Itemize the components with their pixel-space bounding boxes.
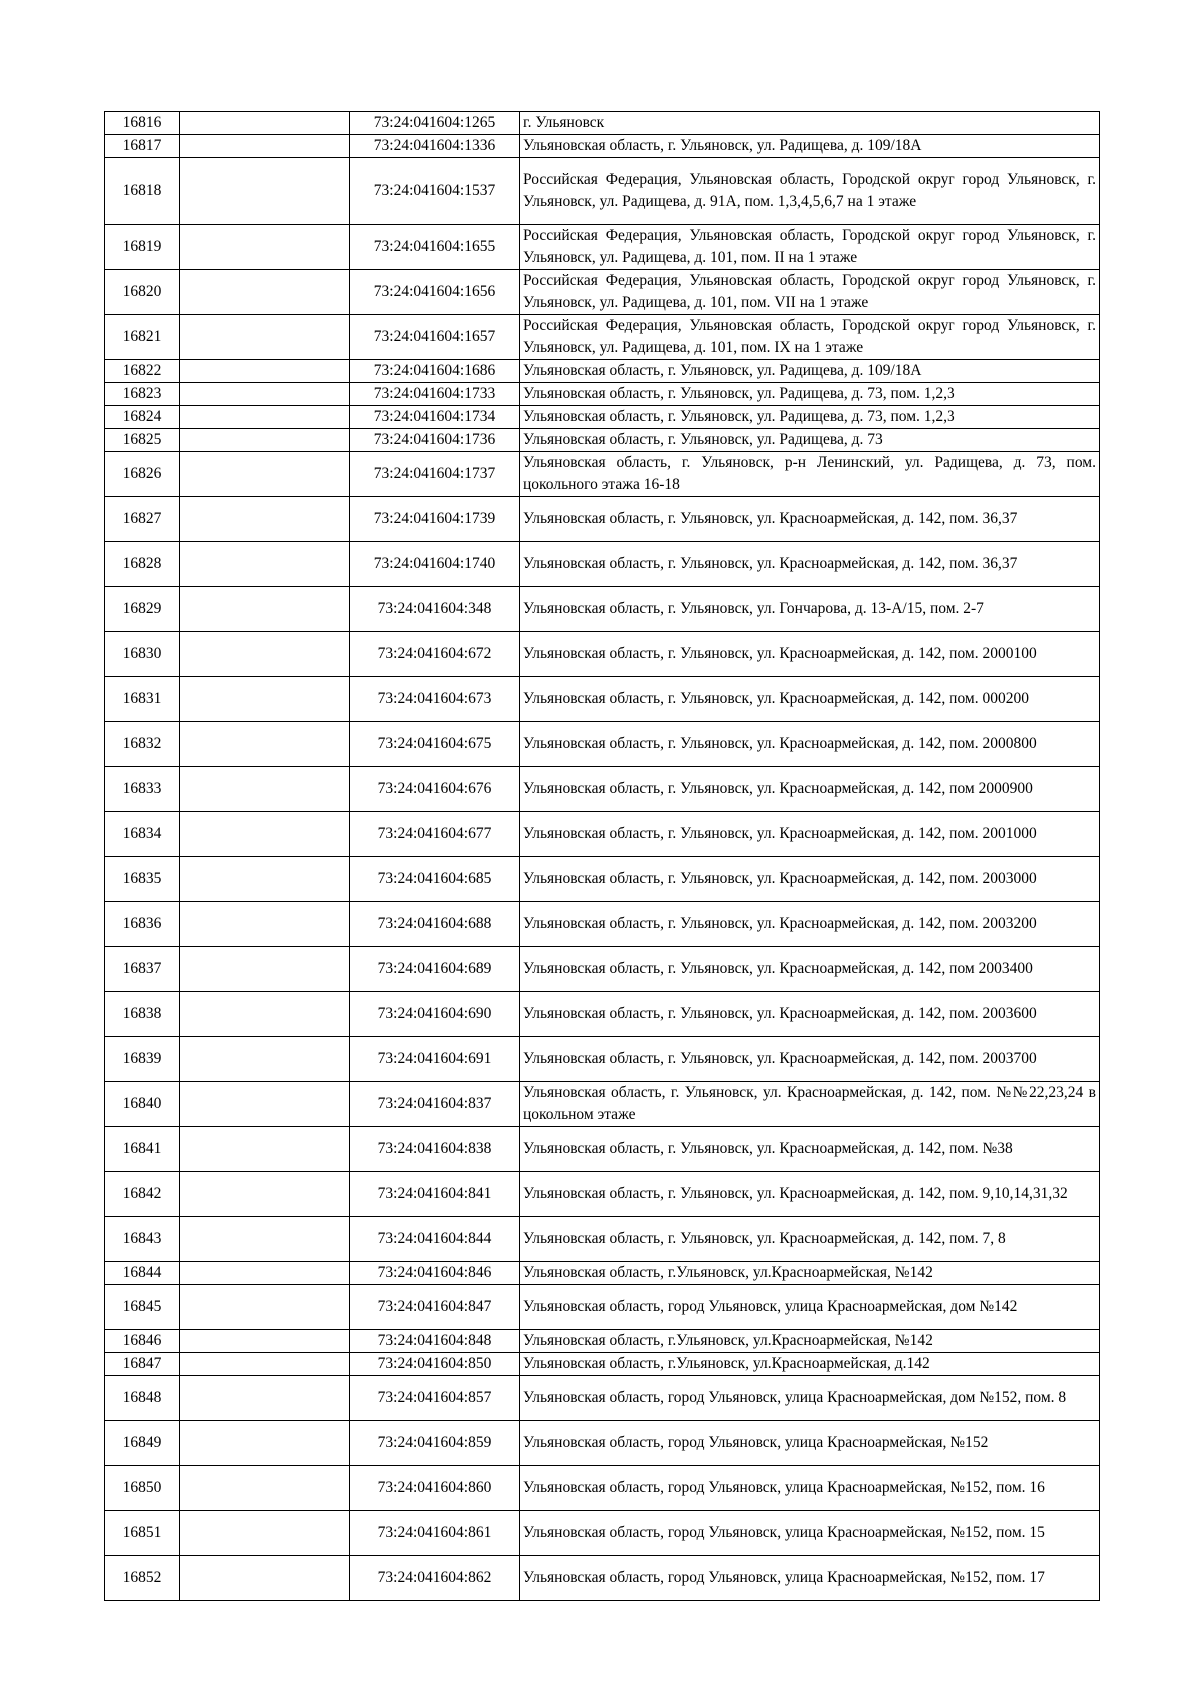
cadastral-number-cell: 73:24:041604:690 [350, 992, 520, 1037]
address-cell: Ульяновская область, город Ульяновск, улица Красноармейская, №152, пом. 17 [520, 1556, 1100, 1601]
table-row [105, 158, 1100, 225]
address-cell: г. Ульяновск [520, 112, 1100, 135]
row-number-cell: 16818 [105, 158, 180, 225]
table-row [105, 1037, 1100, 1082]
address-cell: Ульяновская область, город Ульяновск, улица Красноармейская, дом №152, пом. 8 [520, 1376, 1100, 1421]
empty-cell [180, 947, 350, 992]
row-number-cell: 16832 [105, 722, 180, 767]
address-cell: Ульяновская область, г. Ульяновск, ул. Красноармейская, д. 142, пом. 2001000 [520, 812, 1100, 857]
empty-cell [180, 542, 350, 587]
table-row [105, 1127, 1100, 1172]
cadastral-number-cell: 73:24:041604:1737 [350, 452, 520, 497]
cadastral-number-cell: 73:24:041604:847 [350, 1285, 520, 1330]
empty-cell [180, 383, 350, 406]
address-cell: Ульяновская область, г. Ульяновск, ул. Красноармейская, д. 142, пом. №38 [520, 1127, 1100, 1172]
cadastral-number-cell: 73:24:041604:1740 [350, 542, 520, 587]
empty-cell [180, 1262, 350, 1285]
empty-cell [180, 406, 350, 429]
cadastral-number-cell: 73:24:041604:860 [350, 1466, 520, 1511]
empty-cell [180, 1285, 350, 1330]
cadastral-number-cell: 73:24:041604:673 [350, 677, 520, 722]
table-row [105, 992, 1100, 1037]
address-cell: Ульяновская область, г. Ульяновск, ул. Красноармейская, д. 142, пом. 000200 [520, 677, 1100, 722]
empty-cell [180, 429, 350, 452]
address-cell: Ульяновская область, город Ульяновск, улица Красноармейская, дом №142 [520, 1285, 1100, 1330]
cadastral-number-cell: 73:24:041604:1655 [350, 225, 520, 270]
address-cell: Ульяновская область, г. Ульяновск, ул. Красноармейская, д. 142, пом. 9,10,14,31,32 [520, 1172, 1100, 1217]
row-number-cell: 16826 [105, 452, 180, 497]
table-row [105, 722, 1100, 767]
cadastral-number-cell: 73:24:041604:1739 [350, 497, 520, 542]
row-number-cell: 16827 [105, 497, 180, 542]
row-number-cell: 16819 [105, 225, 180, 270]
table-row [105, 902, 1100, 947]
table-row [105, 1421, 1100, 1466]
empty-cell [180, 1330, 350, 1353]
address-cell: Ульяновская область, г. Ульяновск, ул. Радищева, д. 109/18А [520, 360, 1100, 383]
table-row [105, 947, 1100, 992]
row-number-cell: 16842 [105, 1172, 180, 1217]
cadastral-number-cell: 73:24:041604:1734 [350, 406, 520, 429]
cadastral-number-cell: 73:24:041604:857 [350, 1376, 520, 1421]
address-cell: Ульяновская область, г. Ульяновск, ул. Красноармейская, д. 142, пом. 7, 8 [520, 1217, 1100, 1262]
cadastral-number-cell: 73:24:041604:1537 [350, 158, 520, 225]
table-row [105, 1172, 1100, 1217]
table-row [105, 632, 1100, 677]
address-cell: Ульяновская область, г.Ульяновск, ул.Красноармейская, д.142 [520, 1353, 1100, 1376]
empty-cell [180, 360, 350, 383]
address-cell: Ульяновская область, г. Ульяновск, ул. Радищева, д. 73, пом. 1,2,3 [520, 406, 1100, 429]
cadastral-number-cell: 73:24:041604:1657 [350, 315, 520, 360]
cadastral-number-cell: 73:24:041604:689 [350, 947, 520, 992]
cadastral-number-cell: 73:24:041604:685 [350, 857, 520, 902]
row-number-cell: 16841 [105, 1127, 180, 1172]
address-cell: Ульяновская область, город Ульяновск, улица Красноармейская, №152 [520, 1421, 1100, 1466]
empty-cell [180, 812, 350, 857]
registry-table-body [105, 112, 1100, 1601]
table-row [105, 1466, 1100, 1511]
row-number-cell: 16822 [105, 360, 180, 383]
table-row [105, 406, 1100, 429]
cadastral-number-cell: 73:24:041604:677 [350, 812, 520, 857]
row-number-cell: 16847 [105, 1353, 180, 1376]
empty-cell [180, 857, 350, 902]
table-row [105, 383, 1100, 406]
cadastral-number-cell: 73:24:041604:688 [350, 902, 520, 947]
row-number-cell: 16846 [105, 1330, 180, 1353]
address-cell: Ульяновская область, г. Ульяновск, ул. Красноармейская, д. 142, пом. 2000100 [520, 632, 1100, 677]
row-number-cell: 16839 [105, 1037, 180, 1082]
table-row [105, 1285, 1100, 1330]
empty-cell [180, 112, 350, 135]
table-row [105, 1556, 1100, 1601]
row-number-cell: 16823 [105, 383, 180, 406]
empty-cell [180, 1217, 350, 1262]
row-number-cell: 16820 [105, 270, 180, 315]
address-cell: Ульяновская область, г. Ульяновск, ул. Красноармейская, д. 142, пом. 36,37 [520, 497, 1100, 542]
table-row [105, 1082, 1100, 1127]
registry-table [104, 111, 1100, 1601]
address-cell: Ульяновская область, г. Ульяновск, ул. Красноармейская, д. 142, пом 2003400 [520, 947, 1100, 992]
address-cell: Ульяновская область, г. Ульяновск, ул. Красноармейская, д. 142, пом. №№22,23,24 в цокольном этаже [520, 1082, 1100, 1127]
address-cell: Ульяновская область, г. Ульяновск, ул. Радищева, д. 109/18А [520, 135, 1100, 158]
table-row [105, 497, 1100, 542]
table-row [105, 315, 1100, 360]
row-number-cell: 16840 [105, 1082, 180, 1127]
empty-cell [180, 497, 350, 542]
empty-cell [180, 225, 350, 270]
address-cell: Ульяновская область, г. Ульяновск, ул. Радищева, д. 73, пом. 1,2,3 [520, 383, 1100, 406]
table-row [105, 135, 1100, 158]
row-number-cell: 16843 [105, 1217, 180, 1262]
address-cell: Российская Федерация, Ульяновская область, Городской округ город Ульяновск, г. Ульяновск, ул. Радищева, д. 91А, пом. 1,3,4,5,6,7 на 1 этаже [520, 158, 1100, 225]
row-number-cell: 16837 [105, 947, 180, 992]
address-cell: Ульяновская область, г.Ульяновск, ул.Красноармейская, №142 [520, 1262, 1100, 1285]
row-number-cell: 16817 [105, 135, 180, 158]
table-row [105, 1262, 1100, 1285]
cadastral-number-cell: 73:24:041604:676 [350, 767, 520, 812]
table-row [105, 360, 1100, 383]
table-row [105, 857, 1100, 902]
address-cell: Ульяновская область, город Ульяновск, улица Красноармейская, №152, пом. 15 [520, 1511, 1100, 1556]
cadastral-number-cell: 73:24:041604:348 [350, 587, 520, 632]
cadastral-number-cell: 73:24:041604:850 [350, 1353, 520, 1376]
empty-cell [180, 587, 350, 632]
address-cell: Ульяновская область, г. Ульяновск, ул. Красноармейская, д. 142, пом. 36,37 [520, 542, 1100, 587]
row-number-cell: 16829 [105, 587, 180, 632]
address-cell: Ульяновская область, г. Ульяновск, ул. Красноармейская, д. 142, пом 2000900 [520, 767, 1100, 812]
address-cell: Ульяновская область, г. Ульяновск, ул. Красноармейская, д. 142, пом. 2003000 [520, 857, 1100, 902]
row-number-cell: 16816 [105, 112, 180, 135]
table-row [105, 542, 1100, 587]
row-number-cell: 16828 [105, 542, 180, 587]
address-cell: Ульяновская область, г. Ульяновск, ул. Красноармейская, д. 142, пом. 2003200 [520, 902, 1100, 947]
address-cell: Ульяновская область, г. Ульяновск, ул. Красноармейская, д. 142, пом. 2000800 [520, 722, 1100, 767]
row-number-cell: 16824 [105, 406, 180, 429]
table-row [105, 225, 1100, 270]
row-number-cell: 16836 [105, 902, 180, 947]
table-row [105, 1353, 1100, 1376]
address-cell: Ульяновская область, г. Ульяновск, ул. Радищева, д. 73 [520, 429, 1100, 452]
row-number-cell: 16850 [105, 1466, 180, 1511]
table-row [105, 677, 1100, 722]
row-number-cell: 16833 [105, 767, 180, 812]
cadastral-number-cell: 73:24:041604:1736 [350, 429, 520, 452]
cadastral-number-cell: 73:24:041604:1686 [350, 360, 520, 383]
empty-cell [180, 1511, 350, 1556]
cadastral-number-cell: 73:24:041604:691 [350, 1037, 520, 1082]
row-number-cell: 16830 [105, 632, 180, 677]
empty-cell [180, 677, 350, 722]
table-row [105, 1511, 1100, 1556]
cadastral-number-cell: 73:24:041604:846 [350, 1262, 520, 1285]
row-number-cell: 16825 [105, 429, 180, 452]
cadastral-number-cell: 73:24:041604:1733 [350, 383, 520, 406]
address-cell: Ульяновская область, г. Ульяновск, ул. Красноармейская, д. 142, пом. 2003600 [520, 992, 1100, 1037]
row-number-cell: 16852 [105, 1556, 180, 1601]
cadastral-number-cell: 73:24:041604:837 [350, 1082, 520, 1127]
row-number-cell: 16848 [105, 1376, 180, 1421]
address-cell: Российская Федерация, Ульяновская область, Городской округ город Ульяновск, г. Ульяновск, ул. Радищева, д. 101, пом. VII на 1 этаже [520, 270, 1100, 315]
table-row [105, 587, 1100, 632]
table-row [105, 429, 1100, 452]
cadastral-number-cell: 73:24:041604:848 [350, 1330, 520, 1353]
cadastral-number-cell: 73:24:041604:844 [350, 1217, 520, 1262]
cadastral-number-cell: 73:24:041604:862 [350, 1556, 520, 1601]
empty-cell [180, 1466, 350, 1511]
table-row [105, 1376, 1100, 1421]
cadastral-number-cell: 73:24:041604:672 [350, 632, 520, 677]
address-cell: Ульяновская область, г. Ульяновск, ул. Красноармейская, д. 142, пом. 2003700 [520, 1037, 1100, 1082]
address-cell: Российская Федерация, Ульяновская область, Городской округ город Ульяновск, г. Ульяновск, ул. Радищева, д. 101, пом. IX на 1 этаже [520, 315, 1100, 360]
empty-cell [180, 722, 350, 767]
address-cell: Ульяновская область, г. Ульяновск, р-н Ленинский, ул. Радищева, д. 73, пом. цокольного этажа 16-18 [520, 452, 1100, 497]
empty-cell [180, 902, 350, 947]
empty-cell [180, 270, 350, 315]
empty-cell [180, 1082, 350, 1127]
table-row [105, 270, 1100, 315]
row-number-cell: 16834 [105, 812, 180, 857]
row-number-cell: 16838 [105, 992, 180, 1037]
address-cell: Ульяновская область, г.Ульяновск, ул.Красноармейская, №142 [520, 1330, 1100, 1353]
empty-cell [180, 315, 350, 360]
row-number-cell: 16851 [105, 1511, 180, 1556]
empty-cell [180, 1037, 350, 1082]
table-row [105, 767, 1100, 812]
cadastral-number-cell: 73:24:041604:1656 [350, 270, 520, 315]
empty-cell [180, 632, 350, 677]
empty-cell [180, 1127, 350, 1172]
empty-cell [180, 158, 350, 225]
row-number-cell: 16821 [105, 315, 180, 360]
row-number-cell: 16835 [105, 857, 180, 902]
cadastral-number-cell: 73:24:041604:675 [350, 722, 520, 767]
cadastral-number-cell: 73:24:041604:841 [350, 1172, 520, 1217]
cadastral-number-cell: 73:24:041604:861 [350, 1511, 520, 1556]
cadastral-number-cell: 73:24:041604:1265 [350, 112, 520, 135]
table-row [105, 812, 1100, 857]
empty-cell [180, 992, 350, 1037]
empty-cell [180, 1421, 350, 1466]
cadastral-number-cell: 73:24:041604:1336 [350, 135, 520, 158]
row-number-cell: 16844 [105, 1262, 180, 1285]
empty-cell [180, 1172, 350, 1217]
empty-cell [180, 1376, 350, 1421]
empty-cell [180, 767, 350, 812]
table-row [105, 1330, 1100, 1353]
row-number-cell: 16845 [105, 1285, 180, 1330]
table-row [105, 452, 1100, 497]
empty-cell [180, 452, 350, 497]
address-cell: Ульяновская область, город Ульяновск, улица Красноармейская, №152, пом. 16 [520, 1466, 1100, 1511]
cadastral-number-cell: 73:24:041604:859 [350, 1421, 520, 1466]
empty-cell [180, 135, 350, 158]
row-number-cell: 16849 [105, 1421, 180, 1466]
empty-cell [180, 1556, 350, 1601]
address-cell: Ульяновская область, г. Ульяновск, ул. Гончарова, д. 13-А/15, пом. 2-7 [520, 587, 1100, 632]
table-row [105, 112, 1100, 135]
row-number-cell: 16831 [105, 677, 180, 722]
cadastral-number-cell: 73:24:041604:838 [350, 1127, 520, 1172]
table-row [105, 1217, 1100, 1262]
address-cell: Российская Федерация, Ульяновская область, Городской округ город Ульяновск, г. Ульяновск, ул. Радищева, д. 101, пом. II на 1 этаже [520, 225, 1100, 270]
empty-cell [180, 1353, 350, 1376]
